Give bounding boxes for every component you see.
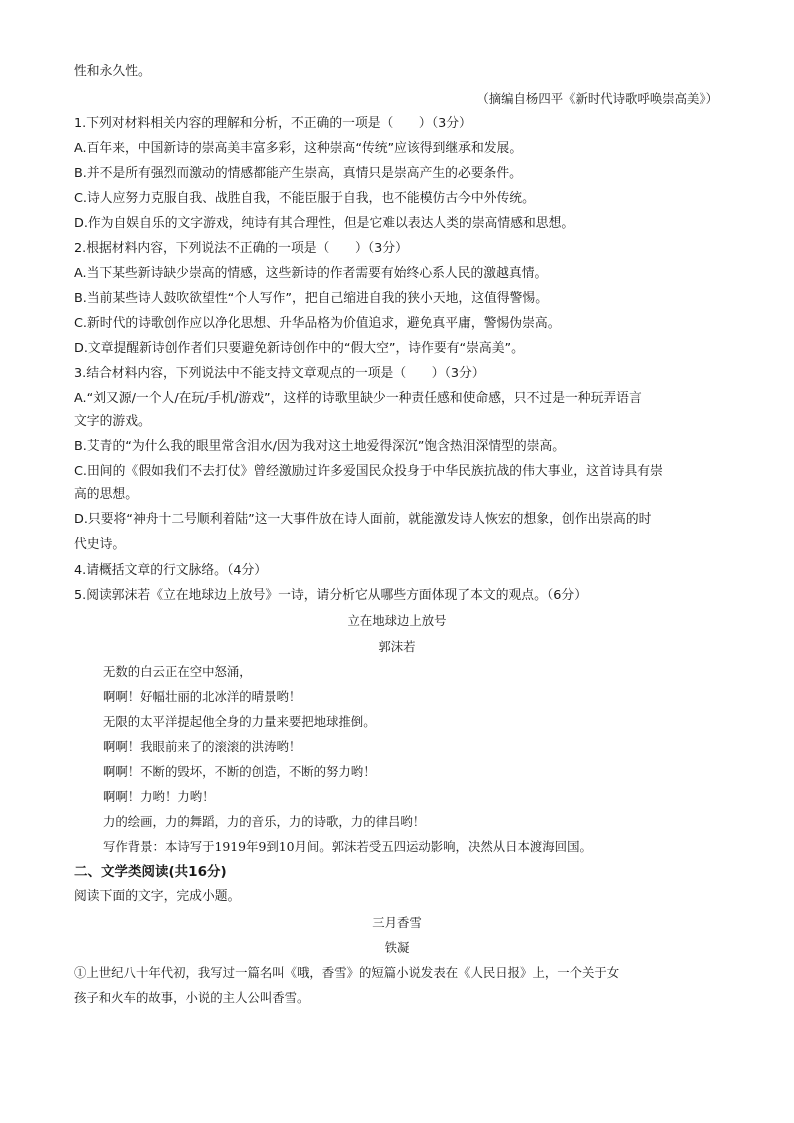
passage-tail: 性和永久性。 — [74, 64, 151, 79]
question-2-option-d: D.文章提醒新诗创作者们只要避免新诗创作中的“假大空”，诗作要有“崇高美”。 — [74, 341, 524, 356]
poem-line: 无限的太平洋提起他全身的力量来要把地球推倒。 — [103, 714, 376, 729]
source-note: （摘编自杨四平《新时代诗歌呼唤崇高美》） — [476, 91, 718, 106]
poem-line: 啊啊！我眼前来了的滚滚的洪涛哟！ — [103, 739, 302, 754]
story-title: 三月香雪 — [372, 915, 422, 930]
question-1-option-c: C.诗人应努力克服自我、战胜自我，不能臣服于自我，也不能模仿古今中外传统。 — [74, 191, 535, 206]
question-3-option-d-line1: D.只要将“神舟十二号顺利着陆”这一大事件放在诗人面前，就能激发诗人恢宏的想象，创作出崇高的时 — [74, 512, 652, 527]
question-5-stem: 5.阅读郭沫若《立在地球边上放号》一诗，请分析它从哪些方面体现了本文的观点。（6分） — [74, 588, 588, 603]
question-3-stem: 3.结合材料内容，下列说法中不能支持文章观点的一项是（ ）（3分） — [74, 366, 485, 381]
poem-author: 郭沫若 — [378, 639, 416, 654]
question-2-option-a: A.当下某些新诗缺少崇高的情感，这些新诗的作者需要有始终心系人民的激越真情。 — [74, 266, 548, 281]
story-paragraph-1-line2: 孩子和火车的故事，小说的主人公叫香雪。 — [74, 990, 310, 1005]
question-3-option-b: B.艾青的“为什么我的眼里常含泪水/因为我对这土地爱得深沉”饱含热泪深情型的崇高。 — [74, 439, 566, 454]
question-1-option-b: B.并不是所有强烈而激动的情感都能产生崇高，真情只是崇高产生的必要条件。 — [74, 166, 522, 181]
poem-background: 写作背景：本诗写于1919年9到10月间。郭沫若受五四运动影响，决然从日本渡海回国。 — [103, 839, 592, 854]
question-2-option-b: B.当前某些诗人鼓吹欲望性“个人写作”，把自己缩进自我的狭小天地，这值得警惕。 — [74, 291, 548, 306]
poem-line: 力的绘画，力的舞蹈，力的音乐，力的诗歌，力的律吕哟！ — [103, 814, 426, 829]
question-3-option-c-line2: 高的思想。 — [74, 487, 138, 502]
question-1-option-d: D.作为自娱自乐的文字游戏，纯诗有其合理性，但是它难以表达人类的崇高情感和思想。 — [74, 216, 575, 231]
question-1-stem: 1.下列对材料相关内容的理解和分析，不正确的一项是（ ）（3分） — [74, 116, 472, 131]
poem-line: 无数的白云正在空中怒涌， — [103, 664, 252, 679]
section-2-instruction: 阅读下面的文字，完成小题。 — [74, 889, 241, 904]
story-paragraph-1-line1: ①上世纪八十年代初，我写过一篇名叫《哦，香雪》的短篇小说发表在《人民日报》上，一个关于女 — [74, 965, 620, 980]
poem-line: 啊啊！好幅壮丽的北冰洋的晴景哟！ — [103, 689, 302, 704]
question-1-option-a: A.百年来，中国新诗的崇高美丰富多彩，这种崇高“传统”应该得到继承和发展。 — [74, 141, 523, 156]
poem-line: 啊啊！力哟！力哟！ — [103, 789, 215, 804]
question-4-stem: 4.请概括文章的行文脉络。（4分） — [74, 563, 268, 578]
question-3-option-d-line2: 代史诗。 — [74, 537, 126, 552]
question-2-stem: 2.根据材料内容，下列说法不正确的一项是（ ）（3分） — [74, 241, 408, 256]
question-2-option-c: C.新时代的诗歌创作应以净化思想、升华品格为价值追求，避免真平庸，警惕伪崇高。 — [74, 316, 561, 331]
story-author: 铁凝 — [384, 940, 410, 955]
poem-title: 立在地球边上放号 — [347, 613, 447, 628]
question-3-option-a-line2: 文字的游戏。 — [74, 414, 151, 429]
question-3-option-c-line1: C.田间的《假如我们不去打仗》曾经激励过许多爱国民众投身于中华民族抗战的伟大事业，这首诗具有崇 — [74, 464, 663, 479]
question-3-option-a-line1: A.“刘又源/一个人/在玩/手机/游戏”，这样的诗歌里缺少一种责任感和使命感，只不过是一种玩弄语言 — [74, 391, 642, 406]
poem-line: 啊啊！不断的毁坏，不断的创造，不断的努力哟！ — [103, 764, 376, 779]
section-2-heading: 二、文学类阅读(共16分) — [74, 864, 227, 880]
